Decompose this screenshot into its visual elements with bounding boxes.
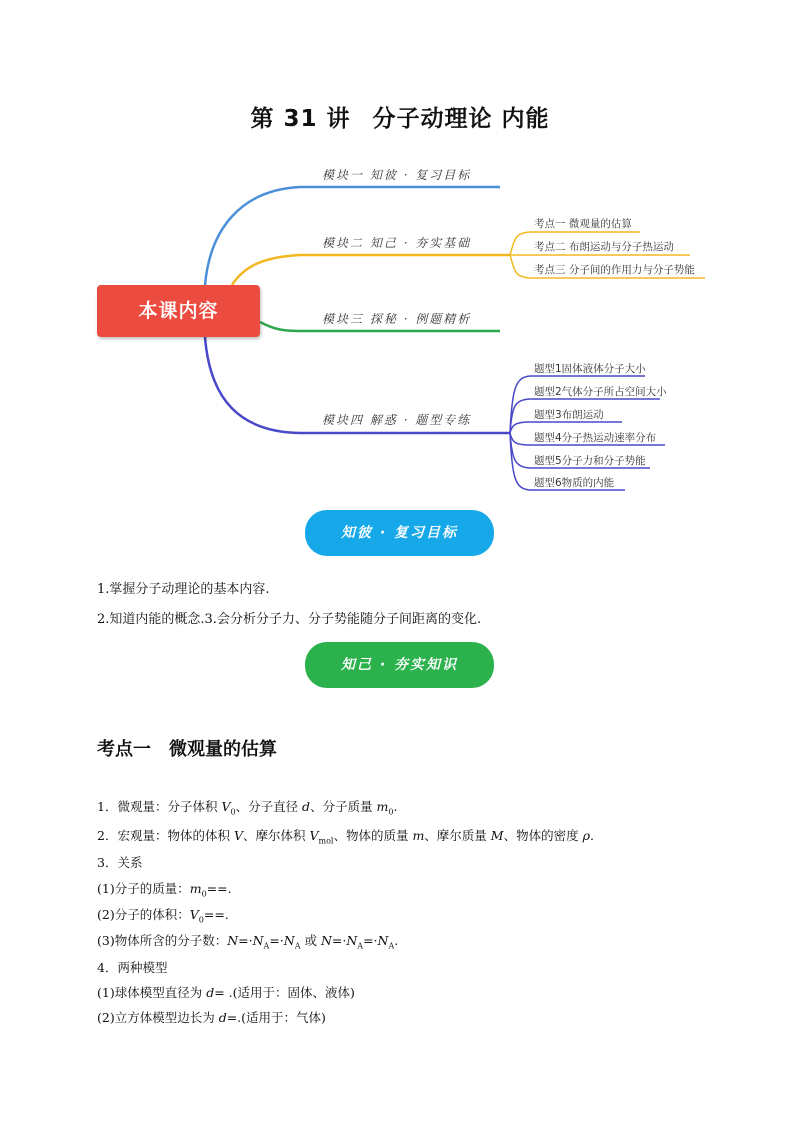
branch-2-connector (232, 255, 510, 285)
review-goals-banner: 知彼 · 复习目标 (305, 510, 494, 556)
goal-line-1: 1.掌握分子动理论的基本内容. (97, 582, 270, 597)
mindmap-center-node: 本课内容 (97, 285, 260, 337)
branch-4-item: 题型6物质的内能 (534, 477, 615, 489)
goal-line-2: 2.知道内能的概念.3.会分析分子力、分子势能随分子间距离的变化. (97, 612, 482, 627)
branch-4-label: 模块四 解惑 · 题型专练 (322, 413, 472, 427)
content-line-1: 1．微观量：分子体积 $V_0$、分子直径 d、分子质量 $m_0$. (97, 799, 398, 817)
content-line-4: (1)分子的质量：$m_0==$. (97, 881, 232, 899)
content-line-6: (3)物体所含的分子数：$N=\cdot N_A=\cdot N_A$ 或 $N=\cdot N_A=\cdot N_A$. (97, 933, 399, 951)
branch-2-label: 模块二 知己 · 夯实基础 (322, 236, 472, 250)
branch-4-item: 题型5分子力和分子势能 (534, 455, 646, 467)
content-line-5: (2)分子的体积：$V_0==$. (97, 907, 229, 925)
branch-4-item: 题型3布朗运动 (534, 409, 604, 421)
content-line-2: 2．宏观量：物体的体积 V、摩尔体积 $V_{mol}$、物体的质量 m、摩尔质量 M、物体的密度 ρ. (97, 828, 594, 846)
branch-2-item: 考点三 分子间的作用力与分子势能 (534, 264, 695, 276)
page-title: 第 31 讲 分子动理论 内能 (250, 106, 550, 132)
section-heading: 考点一 微观量的估算 (97, 739, 277, 760)
content-line-3: 3．关系 (97, 855, 143, 870)
branch-1-label: 模块一 知彼 · 复习目标 (322, 168, 472, 182)
content-line-9: (2)立方体模型边长为 d=.(适用于：气体) (97, 1010, 326, 1025)
content-line-7: 4．两种模型 (97, 960, 168, 975)
branch-4-item: 题型1固体液体分子大小 (534, 363, 646, 375)
branch-2-item: 考点一 微观量的估算 (534, 218, 632, 230)
content-line-8: (1)球体模型直径为 d= .(适用于：固体、液体) (97, 985, 355, 1000)
branch-4-item: 题型4分子热运动速率分布 (534, 432, 657, 444)
branch-3-label: 模块三 探秘 · 例题精析 (322, 312, 472, 326)
branch-4-item: 题型2气体分子所占空间大小 (534, 386, 667, 398)
branch-2-item: 考点二 布朗运动与分子热运动 (534, 241, 674, 253)
knowledge-banner: 知己 · 夯实知识 (305, 642, 494, 688)
